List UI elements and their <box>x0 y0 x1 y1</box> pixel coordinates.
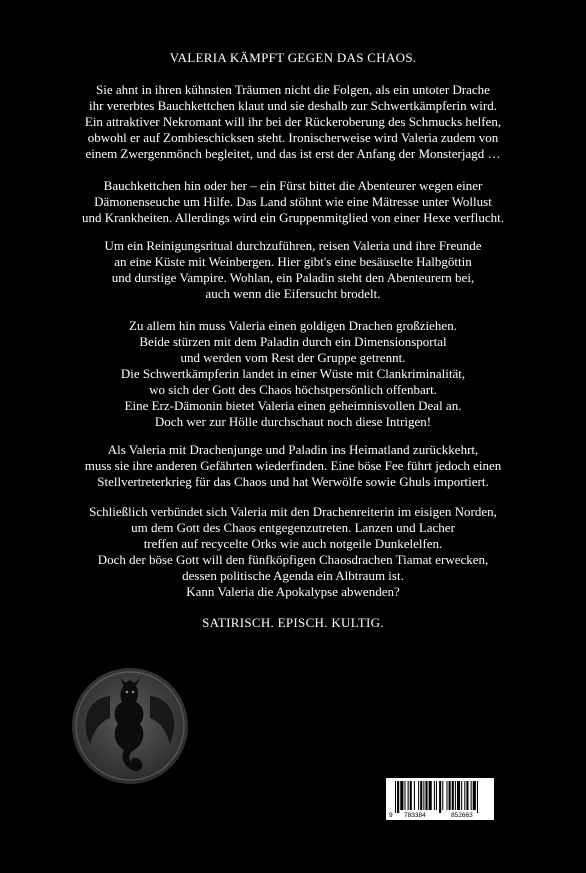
barcode-bar <box>420 781 422 810</box>
barcode-bar <box>477 781 478 813</box>
blurb-line: treffen auf recycelte Orks wie auch notgeile Dunkelelfen. <box>143 536 443 551</box>
barcode-bar <box>461 781 462 810</box>
barcode-bar <box>452 781 454 810</box>
blurb-line: muss sie ihre anderen Gefährten wiederfinden. Eine böse Fee führt jedoch einen <box>84 458 502 473</box>
barcode-bar <box>429 781 432 810</box>
barcode-bar <box>449 781 451 810</box>
barcode-bar <box>404 781 405 810</box>
blurb-line: Beide stürzen mit dem Paladin durch ein Dimensionsportal <box>139 334 447 349</box>
isbn-barcode <box>386 778 494 820</box>
blurb-line: Sie ahnt in ihren kühnsten Träumen nicht die Folgen, als ein untoter Drache <box>96 82 490 97</box>
blurb-line: Dämonenseuche um Hilfe. Das Land stöhnt wie eine Mätresse unter Wollust <box>94 194 492 209</box>
blurb-line: an eine Küste mit Weinbergen. Hier gibt's eine besäuselte Halbgöttin <box>114 254 472 269</box>
barcode-bar <box>442 781 443 810</box>
barcode-bar <box>397 781 399 813</box>
blurb-line: und werden vom Rest der Gruppe getrennt. <box>180 350 406 365</box>
blurb-line: ihr vererbtes Bauchkettchen klaut und sie deshalb zur Schwertkämpferin wird. <box>89 98 497 113</box>
blurb-line: einem Zwergenmönch begleitet, und das ist erst der Anfang der Monsterjagd … <box>85 146 501 161</box>
blurb-line: Kann Valeria die Apokalypse abwenden? <box>186 584 400 599</box>
barcode-bar <box>457 781 460 810</box>
blurb-line: auch wenn die Eifersucht brodelt. <box>205 286 381 301</box>
blurb-paragraph-1 <box>40 82 546 162</box>
barcode-bar <box>414 781 415 810</box>
barcode-bar <box>418 781 419 810</box>
blurb-paragraph-3 <box>40 238 546 302</box>
barcode-bar <box>395 781 396 813</box>
blurb-line: Stellvertreterkrieg für das Chaos und hat Werwölfe sowie Ghuls importiert. <box>97 474 489 489</box>
blurb-paragraph-5 <box>40 442 546 490</box>
barcode-bar <box>446 781 447 810</box>
blurb-line: Eine Erz-Dämonin bietet Valeria einen geheimnisvollen Deal an. <box>124 398 462 413</box>
barcode-bar <box>455 781 456 810</box>
blurb-paragraph-2 <box>40 178 546 226</box>
blurb-line: dessen politische Agenda ein Albtraum ist. <box>182 568 404 583</box>
blurb-line: Schließlich verbündet sich Valeria mit den Drachenreiterin im eisigen Norden, <box>89 504 497 519</box>
isbn-digit-lead: 9 <box>389 812 393 819</box>
isbn-digit-group-2: 852663 <box>451 812 473 819</box>
blurb-paragraph-4 <box>40 318 546 430</box>
blurb-line: obwohl er auf Zombieschicksen steht. Ironischerweise wird Valeria zudem von <box>87 130 499 145</box>
dragon-emblem-icon <box>70 666 190 786</box>
barcode-bar <box>408 781 409 810</box>
barcode-bar <box>434 781 435 810</box>
barcode-bar <box>400 781 403 810</box>
cover-tagline: SATIRISCH. EPISCH. KULTIG. <box>202 615 384 630</box>
blurb-line: und durstige Vampire. Wohlan, ein Paladin steht den Abenteurern bei, <box>111 270 475 285</box>
blurb-line: Um ein Reinigungsritual durchzuführen, reisen Valeria und ihre Freunde <box>104 238 482 253</box>
blurb-line: Die Schwertkämpferin landet in einer Wüste mit Clankriminalität, <box>120 366 466 381</box>
barcode-bar <box>423 781 424 810</box>
barcode-bar <box>464 781 465 810</box>
blurb-line: Bauchkettchen hin oder her – ein Fürst bittet die Abenteurer wegen einer <box>103 178 483 193</box>
blurb-line: Als Valeria mit Drachenjunge und Paladin ins Heimatland zurückkehrt, <box>107 442 479 457</box>
blurb-line: Doch wer zur Hölle durchschaut noch diese Intrigen! <box>154 414 432 429</box>
blurb-line: und Krankheiten. Allerdings wird ein Gruppenmitglied von einer Hexe verflucht. <box>81 210 505 225</box>
blurb-line: wo sich der Gott des Chaos höchstpersönlich offenbart. <box>149 382 437 397</box>
barcode-bar <box>466 781 468 810</box>
blurb-paragraph-6 <box>40 504 546 600</box>
isbn-digit-group-1: 783384 <box>404 812 426 819</box>
blurb-line: Ein attraktiver Nekromant will ihr bei der Rückeroberung des Schmucks helfen, <box>84 114 502 129</box>
barcode-bar <box>425 781 427 810</box>
cover-title: VALERIA KÄMPFT GEGEN DAS CHAOS. <box>169 50 417 65</box>
barcode-bar <box>436 781 437 810</box>
blurb-line: um dem Gott des Chaos entgegenzutreten. Lanzen und Lacher <box>131 520 455 535</box>
blurb-line: Doch der böse Gott will den fünfköpfigen Chaosdrachen Tiamat erwecken, <box>97 552 489 567</box>
barcode-bar <box>471 781 472 810</box>
barcode-bar <box>439 781 441 813</box>
barcode-bar <box>410 781 412 810</box>
barcode-bar <box>473 781 476 810</box>
blurb-line: Zu allem hin muss Valeria einen goldigen Drachen großziehen. <box>129 318 457 333</box>
